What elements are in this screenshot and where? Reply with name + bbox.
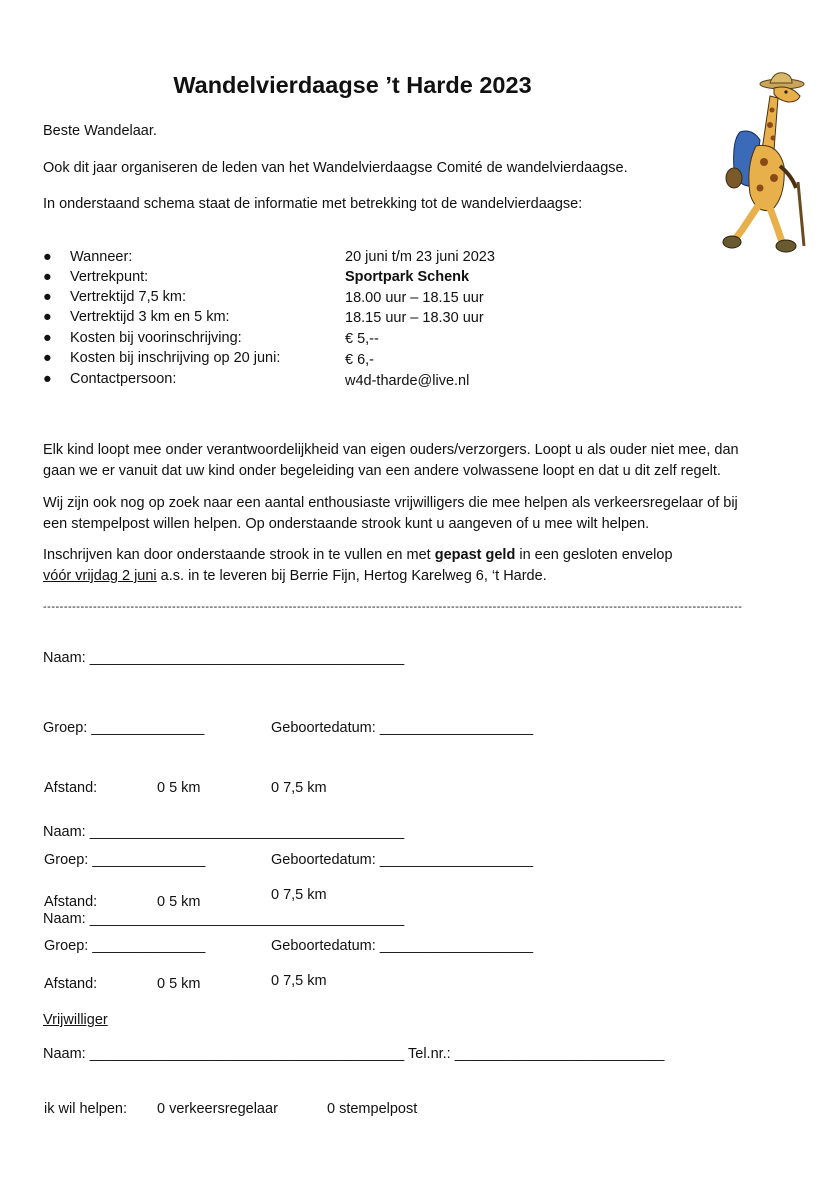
- naam-field[interactable]: Naam: _______________________________________: [43, 824, 405, 840]
- naam-field[interactable]: Naam: _______________________________________: [43, 650, 405, 666]
- option-7-5km[interactable]: 0 7,5 km: [271, 887, 327, 903]
- info-value-vertrektijd-3-5: 18.15 uur – 18.30 uur: [345, 310, 484, 326]
- bullet: ●: [43, 371, 52, 387]
- volunteer-heading: Vrijwilliger: [43, 1012, 108, 1028]
- geboortedatum-field[interactable]: Geboortedatum: ___________________: [271, 720, 534, 736]
- bullet: ●: [43, 289, 52, 305]
- option-5km[interactable]: 0 5 km: [157, 780, 201, 796]
- afstand-label: Afstand:: [44, 976, 98, 992]
- info-value-kosten-20juni: € 6,-: [345, 352, 375, 368]
- option-verkeersregelaar[interactable]: 0 verkeersregelaar: [157, 1101, 278, 1117]
- bullet: ●: [43, 330, 52, 346]
- registration-deadline: vóór vrijdag 2 juni: [43, 568, 157, 584]
- cut-line: ------------------------------------------------------------------------------------------------------------------------------------------------------------------------: [43, 601, 743, 613]
- bullet: ●: [43, 269, 52, 285]
- registration-bold: gepast geld: [434, 547, 516, 563]
- geboortedatum-field[interactable]: Geboortedatum: ___________________: [271, 852, 534, 868]
- registration-text-a: Inschrijven kan door onderstaande strook in te vullen en met: [43, 547, 435, 563]
- option-stempelpost[interactable]: 0 stempelpost: [327, 1101, 418, 1117]
- info-label-vertrektijd-75: Vertrektijd 7,5 km:: [70, 289, 187, 305]
- paragraph-responsibility: Elk kind loopt mee onder verantwoordelijkheid van eigen ouders/verzorgers. Loopt u als ouder niet mee, dan gaan we er vanuit dat uw kind onder begeleiding van een andere volwassene loopt en dat u dit zelf regelt.: [43, 442, 739, 479]
- groep-field[interactable]: Groep: ______________: [44, 852, 206, 868]
- afstand-label: Afstand:: [44, 780, 98, 796]
- greeting: Beste Wandelaar.: [43, 123, 157, 139]
- help-label: ik wil helpen:: [44, 1101, 128, 1117]
- option-7-5km[interactable]: 0 7,5 km: [271, 780, 327, 796]
- giraffe-hiker-illustration: [712, 70, 812, 260]
- info-value-vertrekpunt: Sportpark Schenk: [345, 269, 470, 285]
- volunteer-naam-field[interactable]: Naam: _______________________________________: [43, 1046, 405, 1062]
- option-5km[interactable]: 0 5 km: [157, 894, 201, 910]
- afstand-label: Afstand:: [44, 894, 98, 910]
- naam-field[interactable]: Naam: _______________________________________: [43, 911, 405, 927]
- bullet: ●: [43, 249, 52, 265]
- info-label-wanneer: Wanneer:: [70, 249, 133, 265]
- volunteer-tel-field[interactable]: Tel.nr.: __________________________: [408, 1046, 665, 1062]
- geboortedatum-field[interactable]: Geboortedatum: ___________________: [271, 938, 534, 954]
- info-value-vertrektijd-75: 18.00 uur – 18.15 uur: [345, 290, 484, 306]
- info-value-wanneer: 20 juni t/m 23 juni 2023: [345, 249, 495, 265]
- groep-field[interactable]: Groep: ______________: [43, 720, 205, 736]
- info-label-vertrekpunt: Vertrekpunt:: [70, 269, 149, 285]
- paragraph-volunteers: Wij zijn ook nog op zoek naar een aantal enthousiaste vrijwilligers die mee helpen als verkeersregelaar of bij een stempelpost willen helpen. Op onderstaande strook kunt u aangeven of u mee wilt helpen.: [43, 495, 738, 532]
- info-label-kosten-voor: Kosten bij voorinschrijving:: [70, 330, 242, 346]
- info-label-vertrektijd-3-5: Vertrektijd 3 km en 5 km:: [70, 309, 230, 325]
- info-label-contact: Contactpersoon:: [70, 371, 177, 387]
- bullet: ●: [43, 309, 52, 325]
- info-value-kosten-voor: € 5,--: [345, 331, 379, 347]
- paragraph-registration: [43, 545, 763, 587]
- registration-text-b: in een gesloten envelop: [515, 547, 673, 563]
- registration-text-c: a.s. in te leveren bij Berrie Fijn, Hertog Karelweg 6, ‘t Harde.: [156, 568, 547, 584]
- info-label-kosten-20juni: Kosten bij inschrijving op 20 juni:: [70, 350, 281, 366]
- intro-text: Ook dit jaar organiseren de leden van het Wandelvierdaagse Comité de wandelvierdaagse.: [43, 160, 628, 176]
- groep-field[interactable]: Groep: ______________: [44, 938, 206, 954]
- schema-intro: In onderstaand schema staat de informatie met betrekking tot de wandelvierdaagse:: [43, 196, 583, 212]
- option-7-5km[interactable]: 0 7,5 km: [271, 973, 327, 989]
- page-title: Wandelvierdaagse ’t Harde 2023: [173, 72, 532, 98]
- option-5km[interactable]: 0 5 km: [157, 976, 201, 992]
- bullet: ●: [43, 350, 52, 366]
- info-value-contact: w4d-tharde@live.nl: [345, 373, 470, 389]
